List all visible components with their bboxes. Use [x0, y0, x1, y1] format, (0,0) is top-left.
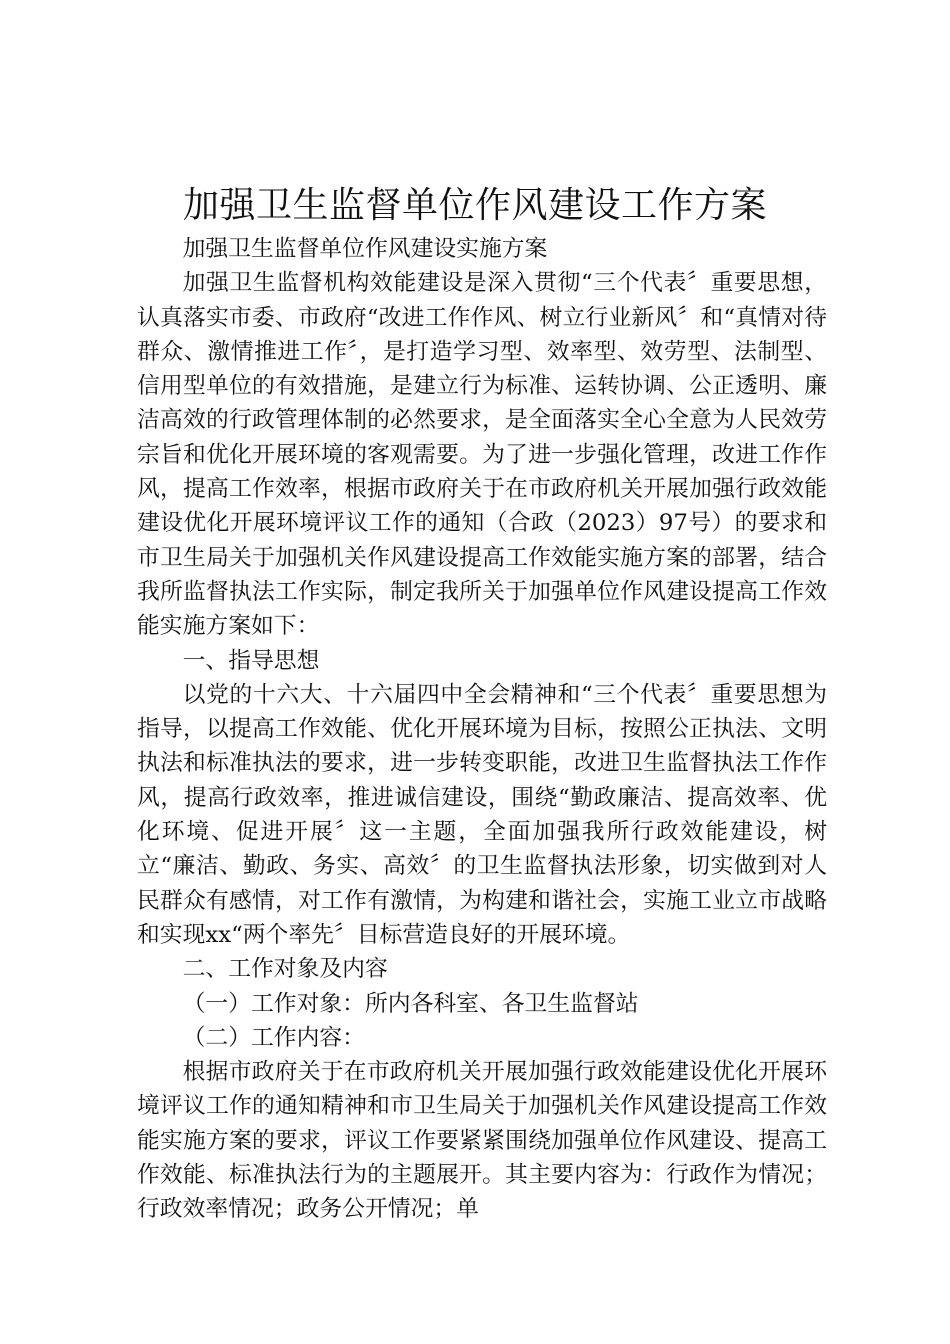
section-heading-guiding-ideology: 一、指导思想	[182, 647, 320, 674]
work-objects-item: （一）工作对象：所内各科室、各卫生监督站	[182, 990, 639, 1017]
section-heading-work-objects: 二、工作对象及内容	[182, 956, 388, 983]
guiding-ideology-paragraph: 以党的十六大、十六届四中全会精神和“三个代表〞重要思想为指导，以提高工作效能、优化开展环境为目标，按照公正执法、文明执法和标准执法的要求，进一步转变职能，改进卫生监督执法工作作风，提高行政效率，推进诚信建设，围绕“勤政廉洁、提高效率、优化环境、促进开展〞这一主题，全面加强我所行政效能建设，树立“廉洁、勤政、务实、高效〞的卫生监督执法形象，切实做到对人民群众有感情，对工作有激情，为构建和谐社会，实施工业立市战略和实现xx“两个率先〞目标营造良好的开展环境。	[137, 681, 827, 948]
work-content-paragraph: 根据市政府关于在市政府机关开展加强行政效能建设优化开展环境评议工作的通知精神和市卫生局关于加强机关作风建设提高工作效能实施方案的要求，评议工作要紧紧围绕加强单位作风建设、提高工作效能、标准执法行为的主题展开。其主要内容为：行政作为情况；行政效率情况；政务公开情况；单	[137, 1059, 827, 1223]
intro-paragraph: 加强卫生监督机构效能建设是深入贯彻“三个代表〞重要思想，认真落实市委、市政府“改进工作作风、树立行业新风〞和“真情对待群众、激情推进工作〞，是打造学习型、效率型、效劳型、法制型、信用型单位的有效措施，是建立行为标准、运转协调、公正透明、廉洁高效的行政管理体制的必然要求，是全面落实全心全意为人民效劳宗旨和优化开展环境的客观需要。为了进一步强化管理，改进工作作风，提高工作效率，根据市政府关于在市政府机关开展加强行政效能建设优化开展环境评议工作的通知（合政（2023）97号）的要求和市卫生局关于加强机关作风建设提高工作效能实施方案的部署，结合我所监督执法工作实际，制定我所关于加强单位作风建设提高工作效能实施方案如下：	[137, 270, 827, 640]
subtitle-paragraph: 加强卫生监督单位作风建设实施方案	[182, 236, 548, 262]
document-body	[137, 232, 827, 1227]
document-title: 加强卫生监督单位作风建设工作方案	[182, 185, 767, 226]
work-content-item: （二）工作内容：	[182, 1024, 365, 1051]
